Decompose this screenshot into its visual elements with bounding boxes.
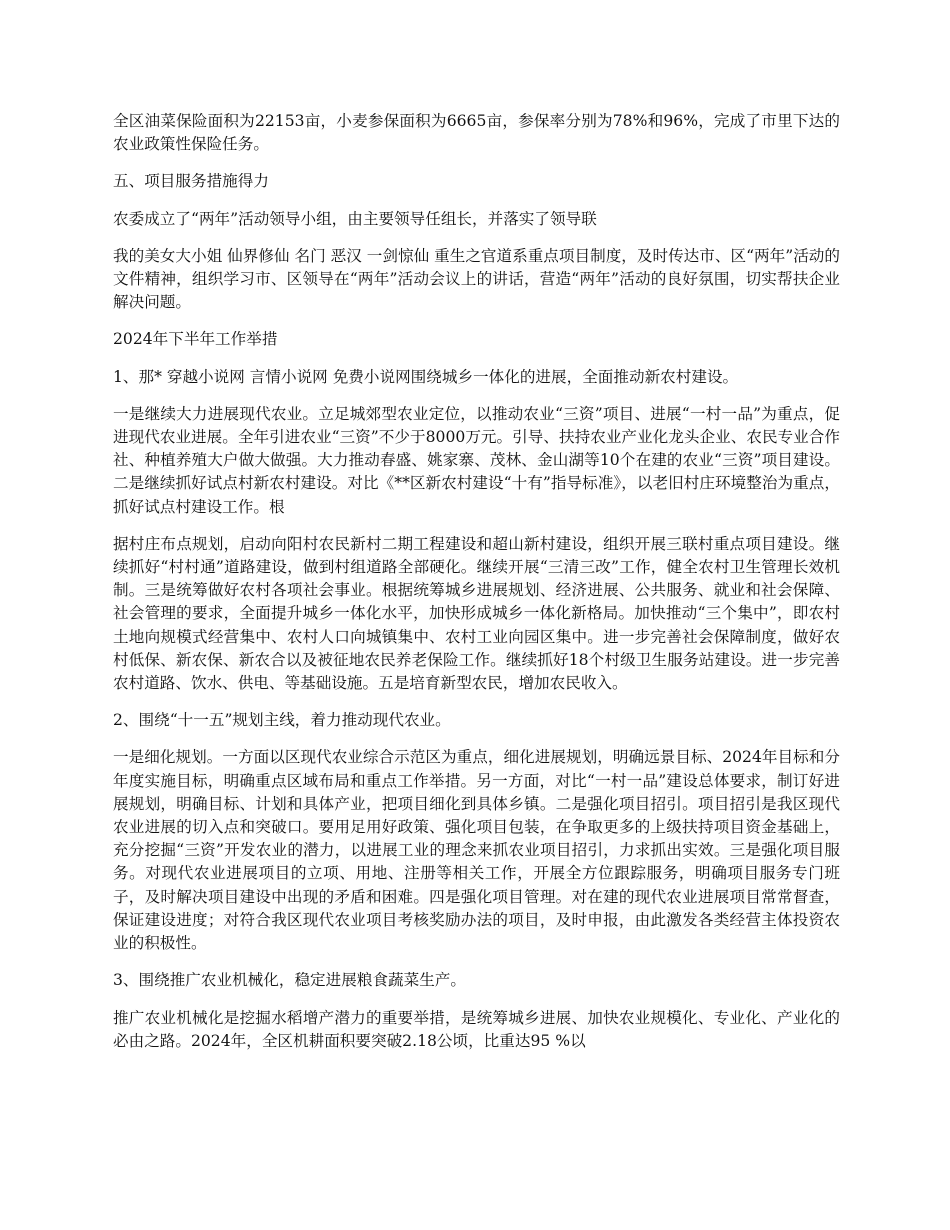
paragraph-mechanization: 推广农业机械化是挖掘水稻增产潜力的重要举措，是统筹城乡进展、加快农业规模化、专业化、产业化的必由之路。2024年，全区机耕面积要突破2.18公顷，比重达95 %以 <box>113 1008 840 1050</box>
section-heading-second-half-measures: 2024年下半年工作举措 <box>113 330 278 349</box>
list-item-3-heading: 3、围绕推广农业机械化，稳定进展粮食蔬菜生产。 <box>113 971 466 990</box>
document-body <box>113 110 840 1067</box>
paragraph-key-project-system: 我的美女大小姐 仙界修仙 名门 恶汉 一剑惊仙 重生之官道系重点项目制度，及时传达市、区“两年”活动的文件精神，组织学习市、区领导在“两年”活动会议上的讲话，营造“两年”活动的良好氛围，切实帮扶企业解决问题。 <box>113 246 840 312</box>
section-heading-project-service: 五、项目服务措施得力 <box>113 172 269 191</box>
paragraph-village-planning: 据村庄布点规划，启动向阳村农民新村二期工程建设和超山新村建设，组织开展三联村重点项目建设。继续抓好“村村通”道路建设，做到村组道路全部硬化。继续开展“三清三改”工作，健全农村卫生管理长效机制。三是统筹做好农村各项社会事业。根据统筹城乡进展规划、经济进展、公共服务、就业和社会保障、社会管理的要求，全面提升城乡一体化水平，加快形成城乡一体化新格局。加快推动“三个集中”，即农村土地向规模式经营集中、农村人口向城镇集中、农村工业向园区集中。进一步完善社会保障制度，做好农村低保、新农保、新农合以及被征地农民养老保险工作。继续抓好18个村级卫生服务站建设。进一步完善农村道路、饮水、供电、等基础设施。五是培育新型农民，增加农民收入。 <box>113 534 840 693</box>
paragraph-planning-details: 一是细化规划。一方面以区现代农业综合示范区为重点，细化进展规划，明确远景目标、2024年目标和分年度实施目标，明确重点区域布局和重点工作举措。另一方面，对比“一村一品”建设总体要求，制订好进展规划，明确目标、计划和具体产业，把项目细化到具体乡镇。二是强化项目招引。项目招引是我区现代农业进展的切入点和突破口。要用足用好政策、强化项目包装，在争取更多的上级扶持项目资金基础上，充分挖掘“三资”开发农业的潜力，以进展工业的理念来抓农业项目招引，力求抓出实效。三是强化项目服务。对现代农业进展项目的立项、用地、注册等相关工作，开展全方位跟踪服务，明确项目服务专门班子，及时解决项目建设中出现的矛盾和困难。四是强化项目管理。对在建的现代农业进展项目常常督查，保证建设进度；对符合我区现代农业项目考核奖励办法的项目，及时申报，由此激发各类经营主体投资农业的积极性。 <box>113 748 840 953</box>
paragraph-modern-agriculture: 一是继续大力进展现代农业。立足城郊型农业定位，以推动农业“三资”项目、进展“一村一品”为重点，促进现代农业进展。全年引进农业“三资”不少于8000万元。引导、扶持农业产业化龙头企业、农民专业合作社、种植养殖大户做大做强。大力推动春盛、姚家寨、茂林、金山湖等10个在建的农业“三资”项目建设。二是继续抓好试点村新农村建设。对比《**区新农村建设“十有”指导标准》，以老旧村庄环境整治为重点，抓好试点村建设工作。根 <box>113 404 840 516</box>
list-item-2-heading: 2、围绕“十一五”规划主线，着力推动现代农业。 <box>113 711 451 730</box>
list-item-1-heading: 1、那* 穿越小说网 言情小说网 免费小说网围绕城乡一体化的进展，全面推动新农村建设。 <box>113 367 739 386</box>
paragraph-insurance-summary: 全区油菜保险面积为22153亩，小麦参保面积为6665亩，参保率分别为78%和96%，完成了市里下达的农业政策性保险任务。 <box>113 112 840 154</box>
paragraph-leadership-group: 农委成立了“两年”活动领导小组，由主要领导任组长，并落实了领导联 <box>113 209 597 228</box>
